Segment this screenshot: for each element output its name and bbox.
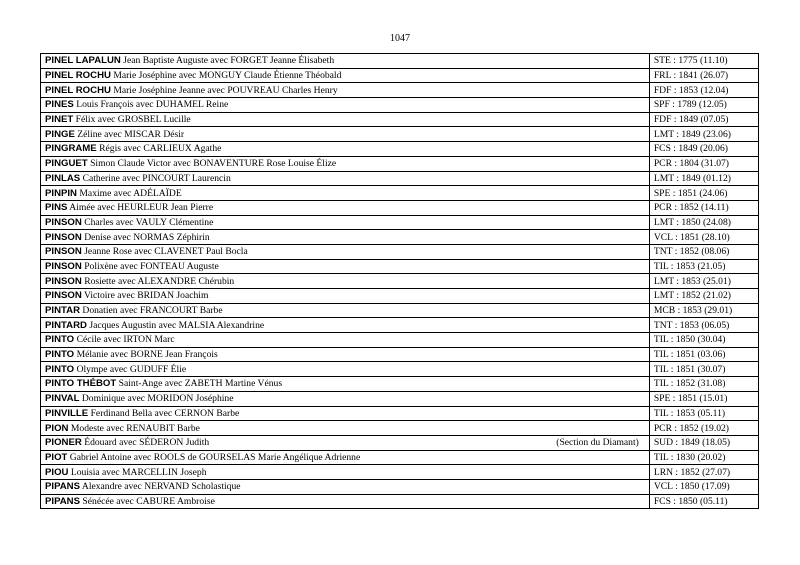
table-row [41,83,759,98]
register-reference: FRL : 1841 (26.07) [649,68,758,83]
entry-details: Félix avec GROSBEL Lucille [75,114,191,126]
surname: PINLAS [45,172,81,184]
entry-details: Louisia avec MARCELLIN Joseph [70,466,207,478]
surname: PINET [45,114,74,126]
marriage-entry-cell [41,362,650,377]
marriage-entry-cell [41,112,650,127]
surname: PINSON [45,260,82,272]
surname: PIPANS [45,481,81,493]
surname: PINSON [45,290,82,302]
table-row [41,98,759,113]
table-row [41,333,759,348]
surname: PINTO [45,334,75,346]
table-row [41,186,759,201]
marriage-entry-cell [41,127,650,142]
entry-details: Charles avec VAULY Clémentine [84,216,214,228]
marriage-entry-cell [41,465,650,480]
marriage-entry-cell [41,54,650,69]
entry-details: Polixène avec FONTEAU Auguste [84,260,219,272]
registry-body [41,54,759,509]
register-reference: MCB : 1853 (29.01) [649,303,758,318]
surname: PINTARD [45,319,87,331]
register-reference: TIL : 1830 (20.02) [649,450,758,465]
surname: PINGE [45,128,75,140]
marriage-entry-cell [41,171,650,186]
entry-details: Donatien avec FRANCOURT Barbe [82,305,223,317]
table-row [41,391,759,406]
surname: PIPANS [45,495,81,507]
register-reference: VCL : 1851 (28.10) [649,230,758,245]
marriage-entry-cell [41,347,650,362]
table-row [41,435,759,450]
marriage-entry-cell [41,289,650,304]
surname: PIOT [45,451,68,463]
register-reference: LRN : 1852 (27.07) [649,465,758,480]
entry-details: Modeste avec RENAUBIT Barbe [70,422,200,434]
register-reference: LMT : 1853 (25.01) [649,274,758,289]
entry-details: Édouard avec SÉDERON Judith [84,437,210,449]
register-reference: TIL : 1853 (05.11) [649,406,758,421]
table-row [41,200,759,215]
surname: PION [45,422,69,434]
marriage-entry-cell [41,406,650,421]
entry-details: Ferdinand Bella avec CERNON Barbe [90,407,240,419]
table-row [41,450,759,465]
register-reference: TIL : 1850 (30.04) [649,333,758,348]
register-reference: FDF : 1853 (12.04) [649,83,758,98]
register-reference: SPF : 1789 (12.05) [649,98,758,113]
entry-details: Sénécée avec CABURE Ambroise [82,495,215,507]
marriage-entry-cell [41,274,650,289]
surname: PINEL ROCHU [45,84,111,96]
entry-details: Simon Claude Victor avec BONAVENTURE Rose Louise Élize [90,158,337,170]
section-note: (Section du Diamant) [556,437,639,449]
register-reference: PCR : 1852 (19.02) [649,421,758,436]
surname: PINGRAME [45,143,97,155]
entry-details: Alexandre avec NERVAND Scholastique [81,481,241,493]
marriage-entry-cell [41,83,650,98]
surname: PIONER [45,437,82,449]
register-reference: STE : 1775 (11.10) [649,54,758,69]
surname: PINSON [45,216,82,228]
table-row [41,362,759,377]
table-row [41,230,759,245]
entry-details: Rosiette avec ALEXANDRE Chérubin [84,275,235,287]
table-row [41,465,759,480]
marriage-entry-cell [41,303,650,318]
entry-details: Aimée avec HEURLEUR Jean Pierre [69,202,214,214]
table-row [41,142,759,157]
entry-details: Olympe avec GUDUFF Élie [76,363,187,375]
marriage-entry-cell [41,435,650,450]
marriage-entry-cell [41,186,650,201]
table-row [41,259,759,274]
entry-details: Marie Joséphine avec MONGUY Claude Étienne Théobald [113,70,342,82]
marriage-entry-cell [41,479,650,494]
entry-details: Marie Joséphine Jeanne avec POUVREAU Charles Henry [113,84,338,96]
register-reference: FCS : 1849 (20.06) [649,142,758,157]
register-reference: FDF : 1849 (07.05) [649,112,758,127]
table-row [41,377,759,392]
surname: PINES [45,99,74,111]
surname: PINVAL [45,393,80,405]
entry-details: Saint-Ange avec ZABETH Martine Vénus [118,378,283,390]
entry-details: Mélanie avec BORNE Jean François [76,349,218,361]
surname: PINEL ROCHU [45,70,111,82]
marriage-entry-cell [41,142,650,157]
register-reference: TIL : 1853 (21.05) [649,259,758,274]
marriage-entry-cell [41,494,650,509]
entry-details: Zéline avec MISCAR Désir [77,128,185,140]
register-reference: TIL : 1852 (31.08) [649,377,758,392]
table-row [41,421,759,436]
register-reference: LMT : 1849 (01.12) [649,171,758,186]
marriage-entry-cell [41,200,650,215]
register-reference: PCR : 1804 (31.07) [649,156,758,171]
surname: PIOU [45,466,69,478]
entry-details: Cécile avec IRTON Marc [76,334,175,346]
table-row [41,54,759,69]
register-reference: PCR : 1852 (14.11) [649,200,758,215]
page-number: 1047 [390,33,410,44]
register-reference: TIL : 1851 (03.06) [649,347,758,362]
marriage-entry-cell [41,259,650,274]
surname: PINTAR [45,305,80,317]
entry-details: Régis avec CARLIEUX Agathe [99,143,222,155]
register-reference: TIL : 1851 (30.07) [649,362,758,377]
surname: PINTO [45,349,75,361]
table-row [41,494,759,509]
register-reference: LMT : 1849 (23.06) [649,127,758,142]
entry-details: Catherine avec PINCOURT Laurencin [82,172,231,184]
marriage-entry-cell [41,450,650,465]
register-reference: SPE : 1851 (15.01) [649,391,758,406]
surname: PINTO [45,363,75,375]
table-row [41,127,759,142]
marriage-entry-cell [41,156,650,171]
entry-details: Denise avec NORMAS Zéphirin [84,231,210,243]
entry-details: Victoire avec BRIDAN Joachim [84,290,209,302]
table-row [41,274,759,289]
table-row [41,406,759,421]
table-row [41,171,759,186]
marriage-entry-cell [41,318,650,333]
marriage-entry-cell [41,244,650,259]
table-row [41,215,759,230]
entry-details: Jacques Augustin avec MALSIA Alexandrine [89,319,265,331]
entry-details: Jean Baptiste Auguste avec FORGET Jeanne Élisabeth [123,55,335,67]
marriage-entry-cell [41,391,650,406]
marriage-entry-cell [41,98,650,113]
register-reference: VCL : 1850 (17.09) [649,479,758,494]
marriage-entry-cell [41,215,650,230]
entry-details: Louis François avec DUHAMEL Reine [76,99,229,111]
marriage-entry-cell [41,68,650,83]
entry-details: Maxime avec ADÉLAÏDE [79,187,182,199]
register-reference: LMT : 1850 (24.08) [649,215,758,230]
surname: PINEL LAPALUN [45,55,121,67]
table-row [41,112,759,127]
surname: PINSON [45,275,82,287]
table-row [41,318,759,333]
surname: PINVILLE [45,407,89,419]
surname: PINTO THÉBOT [45,378,117,390]
surname: PINPIN [45,187,77,199]
surname: PINSON [45,246,82,258]
table-row [41,68,759,83]
register-reference: SUD : 1849 (18.05) [649,435,758,450]
table-row [41,347,759,362]
table-row [41,479,759,494]
marriage-entry-cell [41,421,650,436]
entry-details: Dominique avec MORIDON Joséphine [81,393,234,405]
marriage-entry-cell [41,230,650,245]
register-reference: SPE : 1851 (24.06) [649,186,758,201]
marriage-registry-table [40,53,759,509]
surname: PINSON [45,231,82,243]
register-reference: TNT : 1853 (06.05) [649,318,758,333]
marriage-entry-cell [41,377,650,392]
table-row [41,156,759,171]
surname: PINS [45,202,68,214]
surname: PINGUET [45,158,88,170]
entry-details: Gabriel Antoine avec ROOLS de GOURSELAS Marie Angélique Adrienne [69,451,361,463]
table-row [41,289,759,304]
register-reference: TNT : 1852 (08.06) [649,244,758,259]
register-reference: LMT : 1852 (21.02) [649,289,758,304]
entry-details: Jeanne Rose avec CLAVENET Paul Bocla [84,246,248,258]
table-row [41,303,759,318]
table-row [41,244,759,259]
register-reference: FCS : 1850 (05.11) [649,494,758,509]
marriage-entry-cell [41,333,650,348]
